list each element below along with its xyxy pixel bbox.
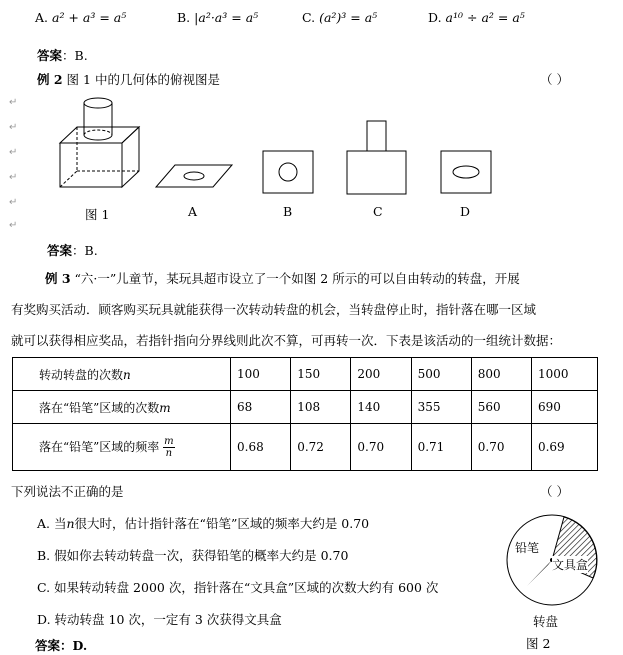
table-cell: 108 [291, 391, 351, 424]
option-a: A. 当n很大时，估计指针落在“铅笔”区域的频率大约是 0.70 [37, 516, 370, 531]
para-mark: ↵ [9, 147, 18, 158]
figure-a-label: A [188, 204, 198, 219]
q1-option-c: C. (a²)³ = a⁵ [302, 10, 378, 25]
q1-option-d: D. a¹⁰ ÷ a² = a⁵ [428, 10, 525, 25]
answer-1: 答案：B. [37, 48, 88, 63]
table-row [13, 391, 598, 424]
para-mark: ↵ [9, 197, 18, 208]
para-mark: ↵ [9, 220, 18, 231]
figure-1-label: 图 1 [85, 207, 110, 222]
row-label: 转动转盘的次数n [13, 358, 231, 391]
table-cell: 140 [351, 391, 411, 424]
table-cell: 200 [351, 358, 411, 391]
option-c: C. 如果转动转盘 2000 次，指针落在“文具盒”区域的次数大约有 600 次 [37, 580, 439, 595]
option-b: B. 假如你去转动转盘一次，获得铅笔的概率大约是 0.70 [37, 548, 349, 563]
table-row [13, 424, 598, 471]
figure-option-b [262, 150, 314, 194]
example-2-heading: 例 2 图 1 中的几何体的俯视图是 [37, 72, 220, 87]
table-cell: 150 [291, 358, 351, 391]
table-cell: 690 [531, 391, 597, 424]
question-answer-paren: （ ） [540, 484, 569, 499]
table-cell: 0.69 [531, 424, 597, 471]
table-cell: 0.70 [471, 424, 531, 471]
q1-option-b: B. |a²·a³ = a⁵ [177, 10, 259, 25]
example-3-line-2: 有奖购买活动．顾客购买玩具就能获得一次转动转盘的机会，当转盘停止时，指针落在哪一区域 [11, 302, 537, 317]
figure-option-d [440, 150, 492, 194]
table-cell: 800 [471, 358, 531, 391]
example-3-line-1: 例 3 “六·一”儿童节，某玩具超市设立了一个如图 2 所示的可以自由转动的转盘，开展 [45, 271, 520, 286]
figure-option-a [155, 162, 235, 192]
row-label: 落在“铅笔”区域的次数m [13, 391, 231, 424]
para-mark: ↵ [9, 172, 18, 183]
answer-3: 答案：D. [35, 638, 88, 653]
table-cell: 1000 [531, 358, 597, 391]
figure-2-label: 图 2 [526, 636, 551, 651]
spinner-box-label: 文具盒 [552, 558, 589, 572]
spinner-pencil-label: 铅笔 [515, 541, 540, 555]
figure-option-c [346, 120, 408, 196]
option-d: D. 转动转盘 10 次，一定有 3 次获得文具盒 [37, 612, 282, 627]
example-2-answer-paren: （ ） [540, 72, 569, 87]
table-cell: 355 [411, 391, 471, 424]
table-cell: 0.68 [231, 424, 291, 471]
example-3-line-3: 就可以获得相应奖品，若指针指向分界线则此次不算，可再转一次．下表是该活动的一组统计数据： [11, 333, 562, 348]
table-cell: 500 [411, 358, 471, 391]
table-cell: 0.71 [411, 424, 471, 471]
row-label: 落在“铅笔”区域的频率 $\frac{m}{n}$ [13, 424, 231, 471]
figure-1-solid [55, 95, 145, 195]
frequency-fraction: $\frac{m}{n}$ [164, 435, 174, 459]
table-cell: 0.70 [351, 424, 411, 471]
spinner-caption: 转盘 [533, 614, 559, 629]
table-cell: 100 [231, 358, 291, 391]
question-text: 下列说法不正确的是 [11, 484, 124, 499]
para-mark: ↵ [9, 97, 18, 108]
figure-d-label: D [460, 204, 471, 219]
figure-b-label: B [283, 204, 293, 219]
figure-c-label: C [373, 204, 383, 219]
q1-option-a: A. a² + a³ = a⁵ [35, 10, 127, 25]
answer-2: 答案：B. [47, 243, 98, 258]
table-cell: 560 [471, 391, 531, 424]
statistics-table [12, 357, 598, 471]
table-cell: 0.72 [291, 424, 351, 471]
para-mark: ↵ [9, 122, 18, 133]
table-row [13, 358, 598, 391]
table-cell: 68 [231, 391, 291, 424]
